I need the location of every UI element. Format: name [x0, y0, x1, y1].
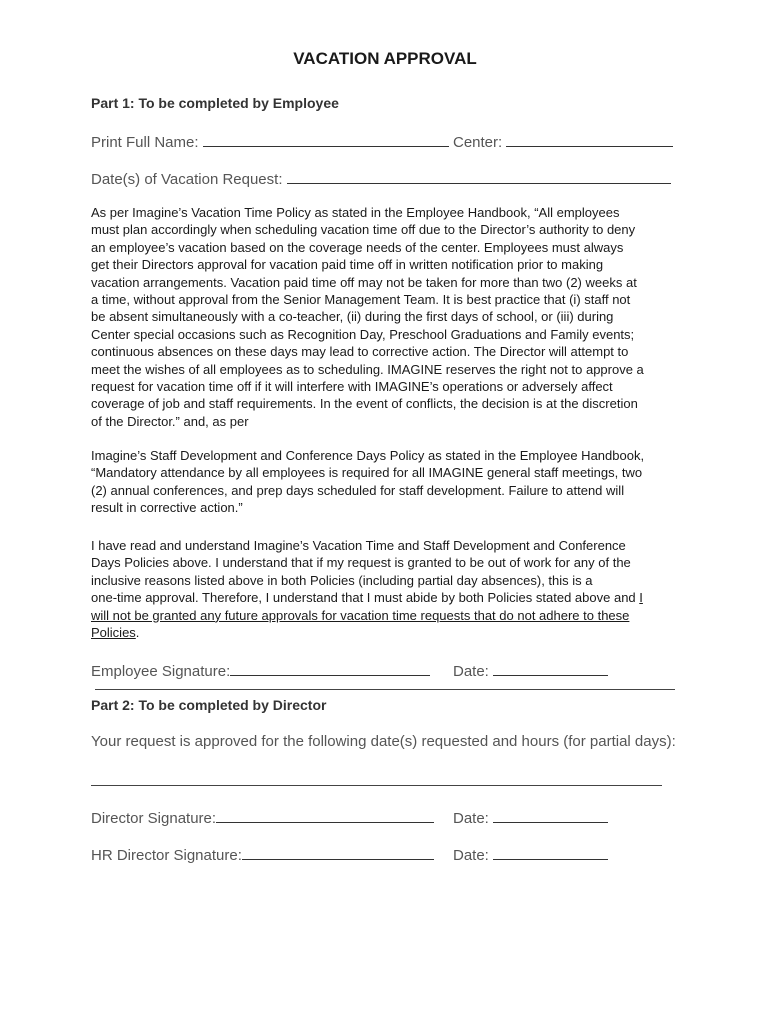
section-divider — [95, 689, 675, 690]
print-name-label: Print Full Name: — [91, 134, 199, 151]
paragraph-line: I have read and understand Imagine’s Vacation Time and Staff Development and Conference — [91, 538, 626, 553]
paragraph-line: Center special occasions such as Recognition Day, Preschool Graduations and Family events; — [91, 326, 635, 342]
director-date-input-line[interactable] — [493, 807, 608, 823]
center-input-line[interactable] — [506, 131, 673, 147]
print-name-input-line[interactable] — [203, 131, 449, 147]
paragraph-line: As per Imagine’s Vacation Time Policy as stated in the Employee Handbook, “All employees — [91, 205, 620, 220]
hr-date-label: Date: — [453, 847, 489, 864]
paragraph-line: will not be granted any future approvals for vacation time requests that do not adhere to these — [91, 607, 630, 623]
approved-dates-input-line[interactable] — [91, 785, 662, 786]
hr-date-field — [453, 844, 608, 864]
paragraph-line: result in corrective action.” — [91, 500, 243, 516]
director-date-field — [453, 807, 608, 827]
acknowledgement-paragraph — [91, 537, 691, 641]
director-signature-input-line[interactable] — [216, 807, 434, 823]
director-signature-field — [91, 807, 434, 827]
paragraph-line: meet the wishes of all employees as to scheduling. IMAGINE reserves the right not to approve a — [91, 361, 644, 377]
paragraph-line: “Mandatory attendance by all employees is required for all IMAGINE general staff meetings, two — [91, 465, 643, 481]
employee-signature-input-line[interactable] — [230, 660, 430, 676]
paragraph-line: Days Policies above. I understand that if my request is granted to be out of work for any of the — [91, 555, 631, 571]
paragraph-line: Imagine’s Staff Development and Conference Days Policy as stated in the Employee Handbook, — [91, 448, 645, 463]
page-title: VACATION APPROVAL — [293, 49, 477, 68]
hr-signature-label: HR Director Signature: — [91, 847, 242, 864]
paragraph-line: (2) annual conferences, and prep days scheduled for staff development. Failure to attend will — [91, 482, 625, 498]
staff-development-paragraph — [91, 447, 691, 517]
paragraph-line: request for vacation time off if it will interfere with IMAGINE’s operations or adversely affect — [91, 379, 613, 395]
paragraph-line: get their Directors approval for vacation paid time off in written notification prior to making — [91, 257, 604, 273]
part1-heading: Part 1: To be completed by Employee — [91, 95, 339, 111]
hr-signature-field — [91, 844, 434, 864]
vacation-dates-label: Date(s) of Vacation Request: — [91, 171, 283, 188]
center-field — [453, 131, 673, 151]
employee-date-input-line[interactable] — [493, 660, 608, 676]
paragraph-line: Policies. — [91, 625, 140, 641]
paragraph-line: an employee’s vacation based on the coverage needs of the center. Employees must always — [91, 239, 624, 255]
director-date-label: Date: — [453, 810, 489, 827]
part2-heading: Part 2: To be completed by Director — [91, 697, 327, 713]
employee-signature-field — [91, 660, 430, 680]
vacation-policy-paragraph — [91, 204, 691, 430]
paragraph-line: be absent simultaneously with a co-teacher, (ii) during the first days of school, or (iii) during — [91, 309, 614, 325]
paragraph-line: continuous absences on these days may lead to corrective action. The Director will attempt to — [91, 344, 629, 360]
paragraph-line: a time, without approval from the Senior Management Team. It is best practice that (i) staff not — [91, 292, 631, 308]
paragraph-line: of the Director.” and, as per — [91, 413, 249, 429]
paragraph-line: one-time approval. Therefore, I understand that I must abide by both Policies stated above and I — [91, 590, 643, 606]
employee-signature-label: Employee Signature: — [91, 663, 231, 680]
center-label: Center: — [453, 134, 503, 151]
vacation-dates-input-line[interactable] — [287, 168, 671, 184]
approval-text: Your request is approved for the following date(s) requested and hours (for partial days): — [91, 733, 676, 750]
print-name-field — [91, 131, 449, 151]
paragraph-line: must plan accordingly when scheduling vacation time off due to the Director’s authority to deny — [91, 222, 636, 238]
hr-date-input-line[interactable] — [493, 844, 608, 860]
paragraph-line: coverage of job and staff requirements. In the event of conflicts, the decision is at the discretion — [91, 396, 638, 412]
paragraph-line: vacation arrangements. Vacation paid time off may not be taken for more than two (2) weeks at — [91, 274, 637, 290]
director-signature-label: Director Signature: — [91, 810, 217, 827]
hr-signature-input-line[interactable] — [242, 844, 434, 860]
paragraph-line: inclusive reasons listed above in both Policies (including partial day absences), this is a — [91, 572, 593, 588]
employee-date-label: Date: — [453, 663, 489, 680]
employee-date-field — [453, 660, 608, 680]
vacation-dates-field — [91, 168, 671, 188]
